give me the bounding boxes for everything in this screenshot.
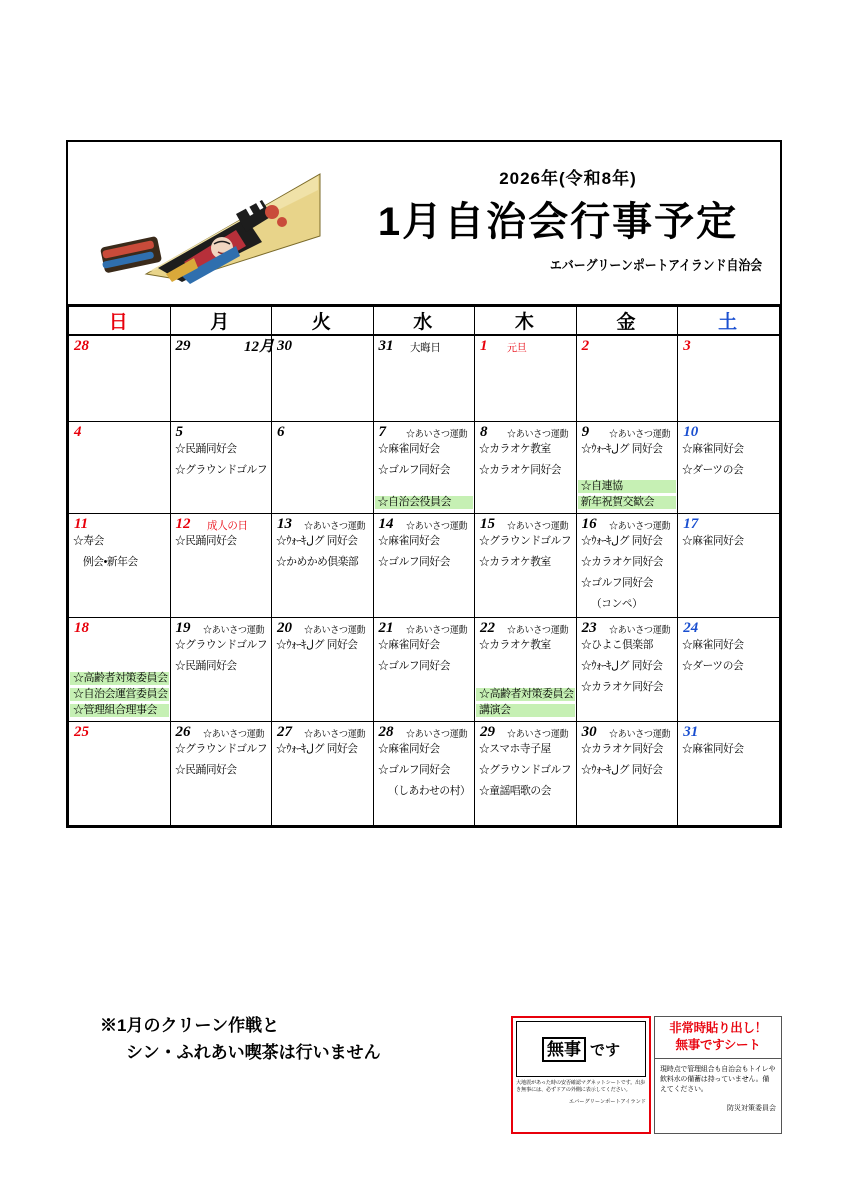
- calendar-day-cell[interactable]: [373, 721, 475, 825]
- event-item: ☆グラウンドゴルフ: [479, 763, 572, 776]
- calendar-week-row: [69, 421, 780, 513]
- calendar-week-row: [69, 617, 780, 721]
- day-number: 13: [277, 515, 292, 532]
- event-item: ☆グラウンドゴルフ: [479, 534, 572, 547]
- prev-month-label: 12月: [243, 339, 274, 355]
- japanese-fan-hagoita-icon: [86, 156, 326, 286]
- day-number: 23: [581, 619, 597, 636]
- event-item: ☆カラオケ同好会: [580, 680, 663, 693]
- day-tag-label: 成人の日: [206, 519, 248, 532]
- day-number: 15: [480, 515, 495, 532]
- day-tag-label: 大晦日: [409, 342, 441, 354]
- muji-label: 無事: [542, 1037, 586, 1062]
- day-number: 30: [277, 338, 292, 354]
- day-number: 3: [683, 338, 691, 354]
- day-number: 8: [480, 423, 488, 440]
- calendar-day-cell[interactable]: [170, 421, 272, 513]
- emergency-sheet-card: [654, 1016, 782, 1134]
- day-tag-label: ☆あいさつ運動: [507, 728, 569, 740]
- event-item: ☆グラウンドゴルフ: [174, 742, 267, 755]
- calendar-day-cell[interactable]: [272, 617, 374, 721]
- emergency-card-heading: [655, 1017, 781, 1059]
- event-item: ☆グラウンドゴルフ: [174, 638, 267, 651]
- event-item: ☆寿会: [73, 534, 104, 547]
- highlighted-event: ☆管理組合理事会: [70, 704, 169, 718]
- calendar-day-cell[interactable]: [576, 513, 678, 617]
- calendar-day-cell[interactable]: [170, 617, 272, 721]
- calendar-day-cell[interactable]: [576, 421, 678, 513]
- day-number: 10: [683, 423, 699, 440]
- day-tag-label: ☆あいさつ運動: [608, 728, 670, 740]
- calendar-day-cell[interactable]: [170, 513, 272, 617]
- event-item: ☆麻雀同好会: [377, 742, 440, 755]
- footer-note-line2: シン・ふれあい喫茶は行いません: [126, 1043, 381, 1062]
- event-item: ☆ダーツの会: [682, 463, 744, 476]
- event-item: ☆ｳｫｰｷﻝグ 同好会: [580, 534, 663, 547]
- day-number: 11: [74, 515, 89, 532]
- calendar-day-cell[interactable]: [678, 721, 780, 825]
- weekday-header-fri: 金: [576, 307, 678, 336]
- calendar-day-cell[interactable]: [69, 421, 171, 513]
- day-number: 22: [480, 619, 495, 636]
- weekday-header-tue: 火: [272, 307, 374, 336]
- calendar-day-cell[interactable]: [678, 513, 780, 617]
- day-number: 16: [581, 515, 597, 532]
- calendar-day-cell[interactable]: [475, 617, 577, 721]
- day-number: 9: [581, 423, 590, 440]
- day-tag-label: ☆あいさつ運動: [405, 624, 467, 636]
- event-item: ☆麻雀同好会: [682, 638, 744, 651]
- calendar-day-cell[interactable]: [69, 721, 171, 825]
- highlighted-event: ☆高齢者対策委員会: [476, 688, 575, 702]
- day-number: 19: [175, 619, 191, 636]
- day-tag-label: ☆あいさつ運動: [608, 520, 670, 532]
- day-number: 20: [277, 619, 292, 636]
- day-tag-label: ☆あいさつ運動: [405, 428, 467, 440]
- event-item: ☆カラオケ同好会: [580, 742, 663, 755]
- day-number: 1: [480, 338, 488, 354]
- event-item: ☆カラオケ教室: [479, 555, 551, 568]
- event-item: ☆スマホ寺子屋: [479, 742, 551, 755]
- event-item: ☆民踊同好会: [174, 534, 237, 547]
- day-number: 29: [175, 338, 191, 354]
- event-item: ☆麻雀同好会: [682, 534, 744, 547]
- day-number: 27: [277, 723, 292, 740]
- highlighted-event: 講演会: [476, 704, 575, 718]
- day-tag-label: ☆あいさつ運動: [202, 624, 264, 636]
- event-item: ☆ゴルフ同好会: [377, 659, 450, 672]
- event-item: ☆ｳｫｰｷﻝグ 同好会: [276, 638, 358, 651]
- event-item: ☆ｳｫｰｷﻝグ 同好会: [580, 442, 663, 455]
- highlighted-event: 新年祝賀交歓会: [578, 496, 677, 510]
- calendar-week-row: [69, 513, 780, 617]
- calendar-year-label: 2026年(令和8年): [499, 169, 637, 188]
- day-number: 24: [683, 619, 699, 636]
- calendar-table: [68, 306, 780, 826]
- calendar-day-cell[interactable]: [373, 513, 475, 617]
- weekday-header-mon: 月: [170, 307, 272, 336]
- day-tag-label: ☆あいさつ運動: [608, 428, 670, 440]
- day-tag-label: ☆あいさつ運動: [304, 624, 366, 636]
- event-item: ☆民踊同好会: [174, 659, 237, 672]
- muji-desu-card: [511, 1016, 651, 1134]
- calendar-week-row: [69, 335, 780, 421]
- event-item: ☆童謡唱歌の会: [479, 784, 551, 797]
- day-tag-label: ☆あいさつ運動: [608, 624, 670, 636]
- day-number: 4: [74, 423, 82, 440]
- calendar-body: [69, 335, 780, 825]
- day-number: 31: [683, 723, 699, 740]
- calendar-day-cell[interactable]: [272, 335, 374, 421]
- day-number: 14: [378, 515, 394, 532]
- calendar-day-cell[interactable]: [576, 617, 678, 721]
- weekday-header-wed: 水: [373, 307, 475, 336]
- event-item: ☆麻雀同好会: [377, 534, 440, 547]
- event-item: （しあわせの村）: [387, 784, 470, 797]
- day-tag-label: 元旦: [507, 342, 527, 354]
- page-title: 1月自治会行事予定: [377, 200, 739, 244]
- day-number: 30: [581, 723, 597, 740]
- calendar-frame: [66, 140, 782, 828]
- day-number: 6: [277, 423, 285, 440]
- calendar-day-cell[interactable]: [373, 617, 475, 721]
- event-item: 例会•新年会: [83, 555, 138, 568]
- highlighted-event: ☆自連協: [578, 480, 677, 494]
- footer-note: [100, 1012, 381, 1066]
- calendar-day-cell[interactable]: [678, 421, 780, 513]
- muji-card-sign: エバーグリーンポートアイランド: [568, 1099, 646, 1106]
- calendar-day-cell[interactable]: [69, 617, 171, 721]
- event-item: ☆ｳｫｰｷﻝグ 同好会: [580, 763, 663, 776]
- calendar-day-cell[interactable]: [475, 335, 577, 421]
- day-tag-label: ☆あいさつ運動: [304, 728, 366, 740]
- event-item: ☆ひよこ倶楽部: [580, 638, 653, 651]
- calendar-day-cell[interactable]: [576, 721, 678, 825]
- emergency-card-sign: 防災対策委員会: [727, 1105, 776, 1112]
- calendar-day-cell[interactable]: [373, 335, 475, 421]
- organization-name: エバーグリーンポートアイランド自治会: [549, 258, 762, 273]
- calendar-day-cell[interactable]: [170, 335, 272, 421]
- event-item: ☆麻雀同好会: [377, 442, 440, 455]
- calendar-day-cell[interactable]: [576, 335, 678, 421]
- event-item: ☆ダーツの会: [682, 659, 744, 672]
- muji-card-body: 大地震があった時の安否確認マグネットシートです。出歩き無事には、必ずドアの外側に表示してください。: [516, 1080, 646, 1094]
- calendar-day-cell[interactable]: [272, 513, 374, 617]
- calendar-header: [68, 142, 780, 306]
- weekday-header-row: [69, 307, 780, 336]
- event-item: ☆麻雀同好会: [682, 742, 744, 755]
- calendar-day-cell[interactable]: [69, 513, 171, 617]
- highlighted-event: ☆高齢者対策委員会: [70, 672, 169, 686]
- day-number: 17: [683, 515, 699, 532]
- day-tag-label: ☆あいさつ運動: [507, 624, 569, 636]
- event-item: ☆カラオケ同好会: [580, 555, 663, 568]
- calendar-day-cell[interactable]: [475, 513, 577, 617]
- emergency-heading-line2: 無事ですシート: [675, 1038, 761, 1052]
- day-number: 31: [378, 338, 394, 354]
- day-number: 29: [480, 723, 495, 740]
- day-tag-label: ☆あいさつ運動: [405, 520, 467, 532]
- calendar-day-cell[interactable]: [272, 721, 374, 825]
- event-item: ☆麻雀同好会: [682, 442, 744, 455]
- muji-desu-label: です: [589, 1041, 620, 1059]
- calendar-day-cell[interactable]: [678, 617, 780, 721]
- highlighted-event: ☆自治会役員会: [375, 496, 474, 510]
- day-tag-label: ☆あいさつ運動: [304, 520, 366, 532]
- event-item: ☆ゴルフ同好会: [580, 576, 653, 589]
- event-item: ☆ゴルフ同好会: [377, 555, 450, 568]
- event-item: ☆カラオケ同好会: [479, 463, 562, 476]
- day-number: 12: [175, 515, 191, 532]
- highlighted-event: ☆自治会運営委員会: [70, 688, 169, 702]
- calendar-day-cell[interactable]: [272, 421, 374, 513]
- day-tag-label: ☆あいさつ運動: [202, 728, 264, 740]
- footer-note-line1: ※1月のクリーン作戦と: [100, 1016, 280, 1035]
- weekday-header-thu: 木: [475, 307, 577, 336]
- event-item: ☆ゴルフ同好会: [377, 463, 450, 476]
- event-item: ☆カラオケ教室: [479, 442, 551, 455]
- event-item: ☆ｳｫｰｷﻝグ 同好会: [580, 659, 663, 672]
- emergency-heading-line1: 非常時貼り出し！: [669, 1021, 767, 1035]
- calendar-day-cell[interactable]: [373, 421, 475, 513]
- calendar-day-cell[interactable]: [170, 721, 272, 825]
- day-tag-label: ☆あいさつ運動: [405, 728, 467, 740]
- calendar-week-row: [69, 721, 780, 825]
- day-number: 28: [378, 723, 394, 740]
- event-item: ☆麻雀同好会: [377, 638, 440, 651]
- calendar-day-cell[interactable]: [475, 721, 577, 825]
- calendar-day-cell[interactable]: [475, 421, 577, 513]
- day-tag-label: ☆あいさつ運動: [507, 520, 569, 532]
- day-number: 2: [581, 338, 590, 354]
- calendar-day-cell[interactable]: [678, 335, 780, 421]
- event-item: ☆グラウンドゴルフ: [174, 463, 267, 476]
- event-item: ☆ｳｫｰｷﻝグ 同好会: [276, 742, 358, 755]
- muji-card-inner: [516, 1021, 646, 1077]
- day-number: 5: [175, 423, 183, 440]
- day-number: 28: [74, 338, 89, 354]
- event-item: ☆カラオケ教室: [479, 638, 551, 651]
- day-tag-label: ☆あいさつ運動: [507, 428, 569, 440]
- event-item: ☆ゴルフ同好会: [377, 763, 450, 776]
- event-item: （コンペ）: [590, 597, 643, 610]
- weekday-header-sun: 日: [69, 307, 171, 336]
- emergency-card-body: 現時点で管理組合も自治会もトイレや飲料水の備蓄は持っていません。備えてください。: [660, 1066, 776, 1093]
- event-item: ☆民踊同好会: [174, 763, 237, 776]
- day-number: 21: [378, 619, 394, 636]
- weekday-header-sat: 土: [678, 307, 780, 336]
- day-number: 25: [74, 723, 89, 740]
- event-item: ☆ｳｫｰｷﻝグ 同好会: [276, 534, 358, 547]
- day-number: 7: [378, 423, 386, 440]
- event-item: ☆民踊同好会: [174, 442, 237, 455]
- day-number: 26: [175, 723, 191, 740]
- day-number: 18: [74, 619, 89, 636]
- event-item: ☆かめかめ倶楽部: [276, 555, 359, 568]
